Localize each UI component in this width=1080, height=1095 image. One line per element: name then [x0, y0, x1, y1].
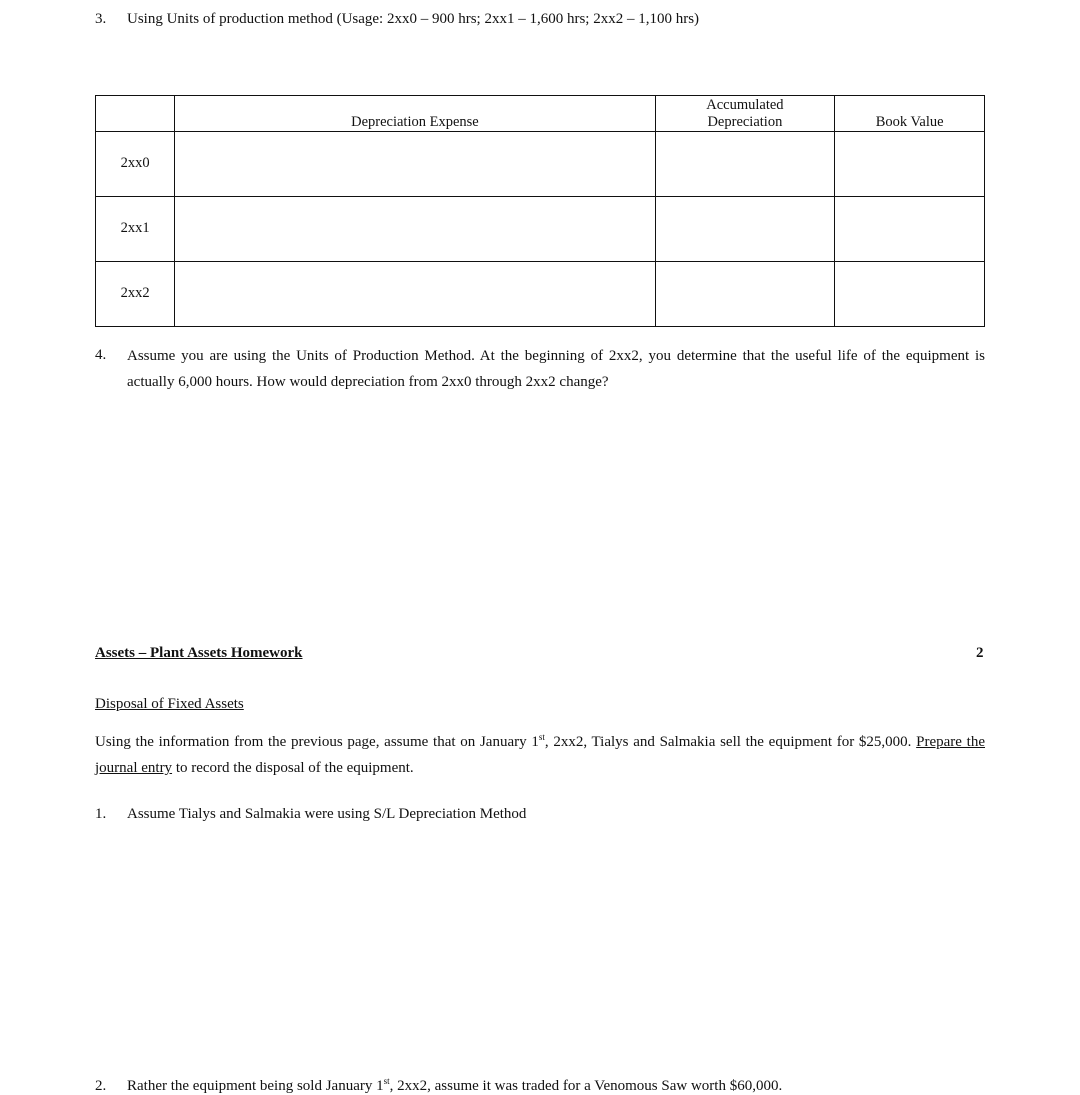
- row-year: 2xx1: [96, 197, 175, 262]
- row-book-value-cell[interactable]: [835, 262, 985, 327]
- row-accumulated-cell[interactable]: [655, 132, 835, 197]
- row-book-value-cell[interactable]: [835, 132, 985, 197]
- header-accumulated-line1: Accumulated: [706, 97, 784, 113]
- disposal-intro-part1: Using the information from the previous page, assume that on January 1: [95, 734, 539, 750]
- d2-text: [127, 1078, 782, 1095]
- header-year: [96, 96, 175, 132]
- table-header-row: [96, 96, 985, 132]
- row-expense-cell[interactable]: [175, 132, 655, 197]
- header-book-value: Book Value: [835, 96, 985, 132]
- d1-number: 1.: [95, 806, 107, 822]
- journal-entry-link: Prepare the journal entry: [95, 734, 985, 776]
- d2-text-part1: Rather the equipment being sold January 1: [127, 1078, 384, 1094]
- header-accumulated-line2: Depreciation: [707, 114, 783, 130]
- d2-number: 2.: [95, 1078, 107, 1094]
- row-year: 2xx2: [96, 262, 175, 327]
- disposal-intro-sup: st: [538, 732, 545, 742]
- q3-number: 3.: [95, 11, 107, 27]
- q4-text: Assume you are using the Units of Production Method. At the beginning of 2xx2, you determine that the useful life of the equipment is actually 6,000 hours. How would depreciation from 2xx0 through 2xx2 change?: [127, 348, 985, 390]
- section-title-disposal: Disposal of Fixed Assets: [95, 696, 244, 712]
- table-row: [96, 132, 985, 197]
- disposal-intro-part3: to record the disposal of the equipment.: [172, 760, 414, 776]
- d2-text-part2: , 2xx2, assume it was traded for a Venomous Saw worth $60,000.: [389, 1078, 783, 1094]
- row-book-value-cell[interactable]: [835, 197, 985, 262]
- table-row: [96, 262, 985, 327]
- disposal-intro-part2: , 2xx2, Tialys and Salmakia sell the equipment for $25,000.: [544, 734, 917, 750]
- row-accumulated-cell[interactable]: [655, 197, 835, 262]
- d1-text: Assume Tialys and Salmakia were using S/L Depreciation Method: [127, 806, 527, 822]
- page-number: 2: [976, 645, 984, 661]
- q4-number: 4.: [95, 347, 107, 363]
- row-expense-cell[interactable]: [175, 197, 655, 262]
- q3-text: Using Units of production method (Usage: 2xx0 – 900 hrs; 2xx1 – 1,600 hrs; 2xx2 – 1,100 hrs): [127, 11, 700, 27]
- row-year: 2xx0: [96, 132, 175, 197]
- header-accumulated-depreciation: [655, 96, 835, 132]
- table-row: [96, 197, 985, 262]
- d2-text-sup: st: [383, 1076, 390, 1086]
- disposal-intro: [95, 729, 985, 781]
- page-title: Assets – Plant Assets Homework: [95, 645, 303, 661]
- depreciation-table: [95, 95, 985, 327]
- header-depreciation-expense: Depreciation Expense: [175, 96, 655, 132]
- row-expense-cell[interactable]: [175, 262, 655, 327]
- row-accumulated-cell[interactable]: [655, 262, 835, 327]
